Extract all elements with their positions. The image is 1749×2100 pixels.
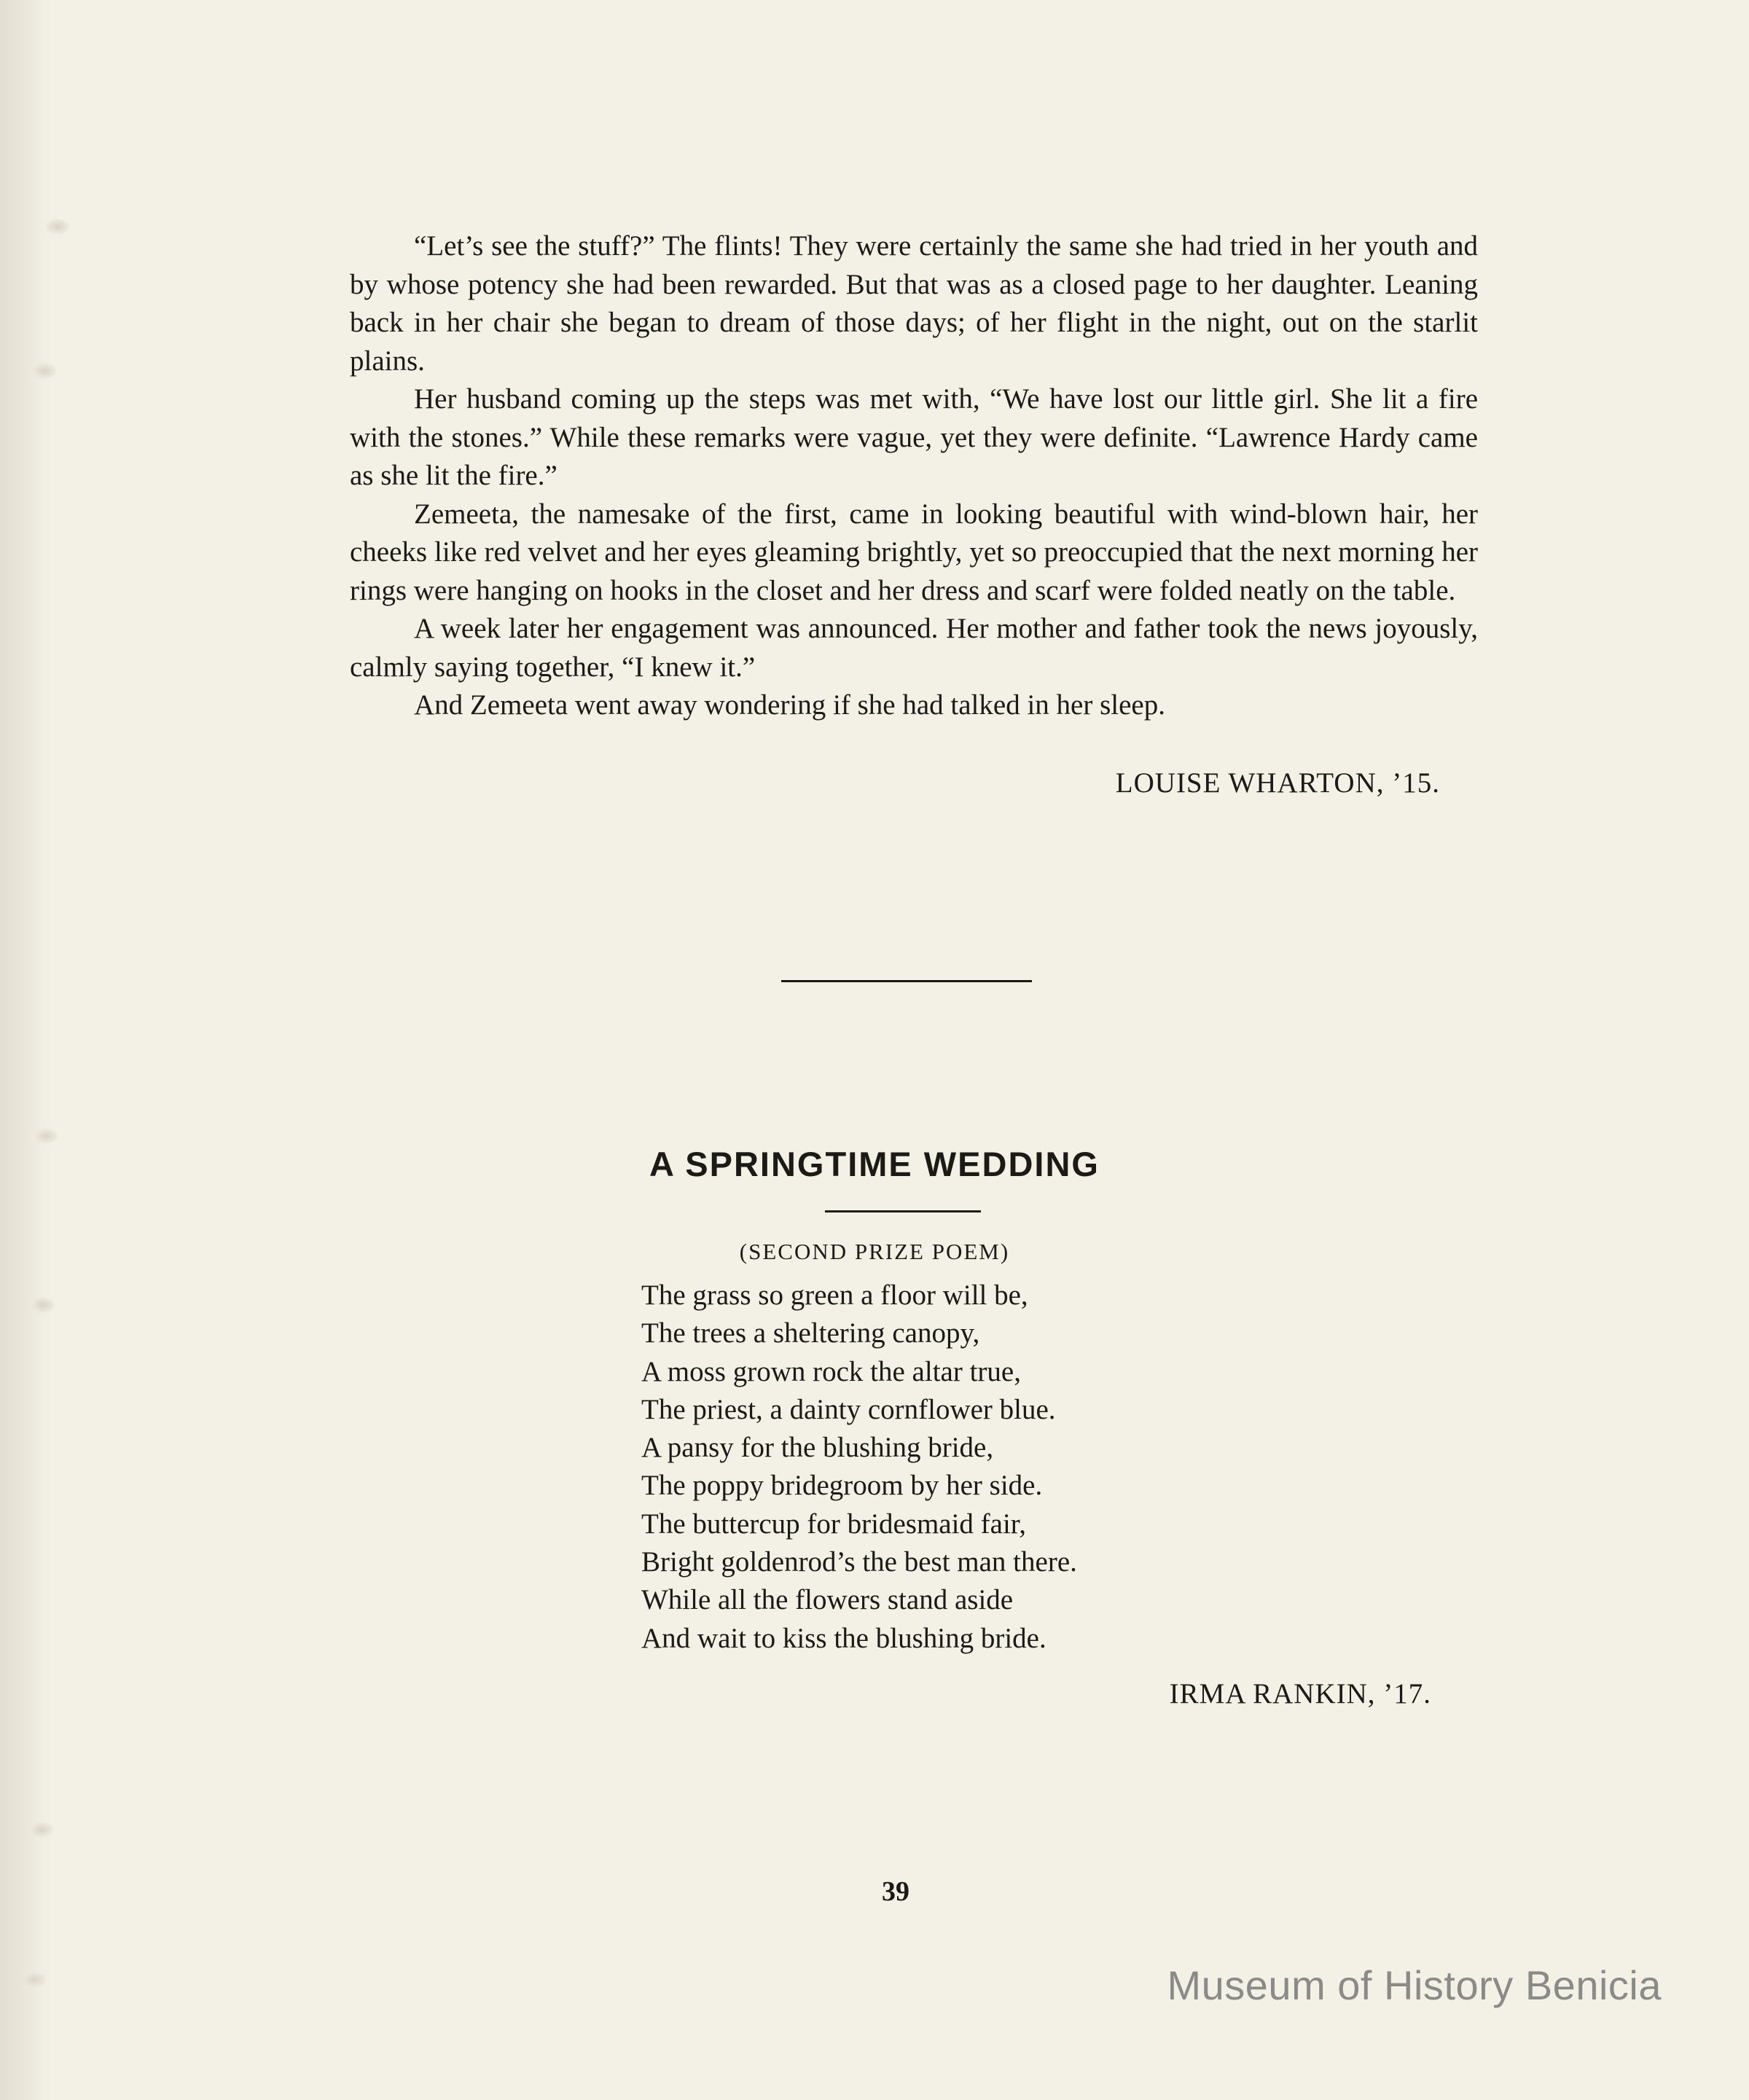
- page-number: 39: [882, 1876, 909, 1907]
- poem-line: And wait to kiss the blushing bride.: [641, 1622, 1046, 1654]
- story-paragraph: Her husband coming up the steps was met with, “We have lost our little girl. She lit a fire with the stones.” While these remarks were vague, yet they were definite. “Lawrence Hardy came as she lit the fire.”: [350, 383, 1478, 491]
- poem-line: A pansy for the blushing bride,: [641, 1432, 994, 1464]
- section-divider: [781, 980, 1032, 982]
- poem-line: The trees a sheltering canopy,: [641, 1317, 980, 1349]
- poem-line: The priest, a dainty cornflower blue.: [641, 1393, 1056, 1425]
- poem-line: While all the flowers stand aside: [641, 1584, 1014, 1616]
- story-paragraph: And Zemeeta went away wondering if she had talked in her sleep.: [414, 689, 1165, 721]
- poem-line: The grass so green a floor will be,: [641, 1280, 1028, 1311]
- poem-title: A SPRINGTIME WEDDING: [649, 1145, 1100, 1183]
- story-author-signature: LOUISE WHARTON, ’15.: [1115, 767, 1440, 799]
- binding-hole-3: [34, 1128, 58, 1144]
- binding-hole-1: [45, 219, 70, 235]
- poem-body: [641, 1277, 1077, 1658]
- page-edge-shading: [0, 0, 51, 2100]
- story-text: [350, 227, 1478, 725]
- binding-hole-4: [31, 1297, 55, 1313]
- story-paragraph: Zemeeta, the namesake of the first, came in looking beautiful with wind-blown hair, her cheeks like red velvet and her eyes gleaming brightly, yet so preoccupied that the next morning her rings were hanging on hooks in the closet and her dress and scarf were folded neatly on the table.: [350, 498, 1478, 606]
- poem-line: Bright goldenrod’s the best man there.: [641, 1546, 1077, 1578]
- story-paragraph: “Let’s see the stuff?” The flints! They were certainly the same she had tried in her youth and by whose potency she had been rewarded. But that was as a closed page to her daughter. Leaning back in her chair she began to dream of those days; of her flight in the night, out on the starlit plains.: [350, 230, 1478, 377]
- binding-hole-6: [22, 1972, 47, 1988]
- poem-author-signature: IRMA RANKIN, ’17.: [1169, 1678, 1431, 1709]
- poem-subtitle: (SECOND PRIZE POEM): [739, 1239, 1010, 1264]
- museum-watermark: Museum of History Benicia: [1167, 1962, 1662, 2008]
- binding-hole-5: [29, 1822, 54, 1838]
- binding-hole-2: [32, 363, 57, 379]
- title-underline: [825, 1210, 981, 1212]
- poem-line: The buttercup for bridesmaid fair,: [641, 1508, 1026, 1540]
- story-paragraph: A week later her engagement was announced. Her mother and father took the news joyously, calmly saying together, “I knew it.”: [350, 613, 1478, 683]
- poem-line: The poppy bridegroom by her side.: [641, 1470, 1043, 1502]
- poem-line: A moss grown rock the altar true,: [641, 1355, 1021, 1387]
